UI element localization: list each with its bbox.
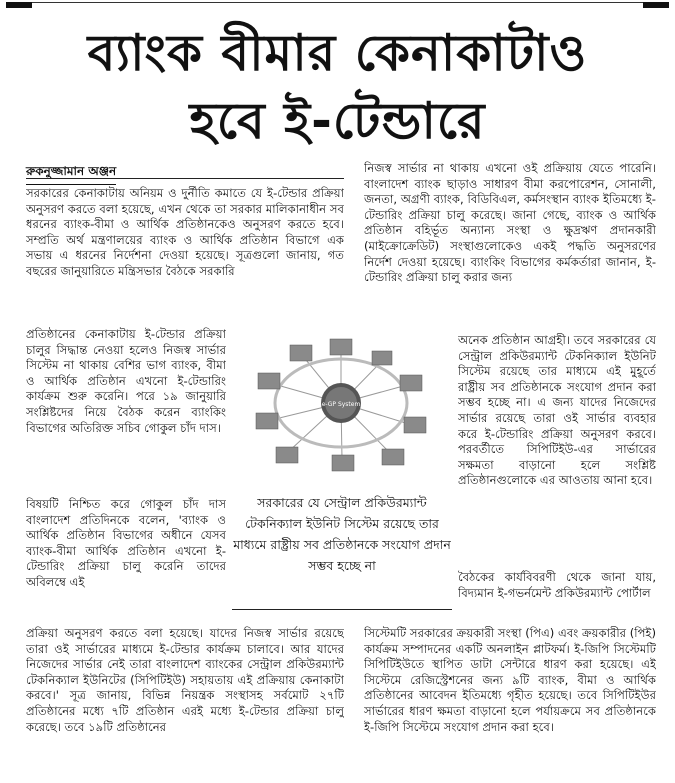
node-icon xyxy=(290,345,312,361)
node-icon xyxy=(256,413,278,429)
node-icon xyxy=(258,373,280,389)
headline-line-1: ব্যাংক বীমার কেনাকাটাও xyxy=(87,24,588,82)
byline: রুকনুজ্জামান অঞ্জন xyxy=(26,163,116,185)
article-paragraph-right-mid: অনেক প্রতিষ্ঠান আগ্রহী। তবে সরকারের যে সেন্ট্রাল প্রকিউরম্যান্ট টেকনিক্যাল ইউনিট সিস্টেম রয়েছে তার মাধ্যমে এই মুহূর্তে রাষ্ট্রীয় সব প্রতিষ্ঠানকে সংযোগ প্রদান করা সম্ভব হচ্ছে না। এ জন্য যাদের নিজেদের সার্ভার রয়েছে তারা ওই সার্ভার ব্যবহার করে ই-টেন্ডারিং প্রক্রিয়া অনুসরণ করবে। পরবর্তীতে সিপিটিইউ-এর সার্ভারের সক্ষমতা বাড়ানো হলে সংশ্লিষ্ট প্রতিষ্ঠানগুলোকে এর আওতায় আনা হবে। xyxy=(458,333,656,488)
egp-diagram-svg xyxy=(232,325,450,481)
headline-line-2: হবে ই-টেন্ডারে xyxy=(189,92,486,150)
egp-system-diagram xyxy=(232,325,450,481)
article-paragraph-right-top: নিজস্ব সার্ভার না থাকায় এখনো ওই প্রক্রিয়ায় যেতে পারেনি। বাংলাদেশ ব্যাংক ছাড়াও সাধারণ বীমা করপোরেশন, সোনালী, জনতা, অগ্রণী ব্যাংক, বিডিবিএল, কর্মসংস্থান ব্যাংক ইতিমধ্যে ই-টেন্ডারিং প্রক্রিয়া চালু করেছে। জানা গেছে, ব্যাংক ও আর্থিক প্রতিষ্ঠান বহির্ভূত অন্যান্য সংস্থা ও ক্ষুদ্রঋণ প্রদানকারী (মাইক্রোক্রেডিট) সংস্থাগুলোকেও একই পদ্ধতি অনুসরণের নির্দেশ দেওয়া হয়েছে। ব্যাংকিং বিভাগের কর্মকর্তারা জানান, ই-টেন্ডারিং প্রক্রিয়া চালু করার জন্য xyxy=(364,161,656,285)
article-paragraph-left-top: সরকারের কেনাকাটায় অনিয়ম ও দুর্নীতি কমাতে যে ই-টেন্ডার প্রক্রিয়া অনুসরণ করতে বলা হয়েছে, এখন থেকে তা সরকার মালিকানাধীন সব ধরনের ব্যাংক-বীমা ও আর্থিক প্রতিষ্ঠানকেও অনুসরণ করতে হবে। সম্প্রতি অর্থ মন্ত্রণালয়ের ব্যাংক ও আর্থিক প্রতিষ্ঠান বিভাগে এক সভায় এ ধরনের নির্দেশনা দেওয়া হয়েছে। সূত্রগুলো জানায়, গত বছরের জানুয়ারিতে মন্ত্রিসভার বৈঠকে সরকারি xyxy=(26,186,344,278)
node-icon xyxy=(400,375,422,391)
article-paragraph-right-mid-2: বৈঠকের কার্যবিবরণী থেকে জানা যায়, বিদ্যমান ই-গভর্নমেন্ট প্রকিউরম্যান্ট পোর্টাল xyxy=(458,570,656,600)
egp-hub-label: e-GP System xyxy=(321,401,361,408)
article-paragraph-right-bottom: সিস্টেমটি সরকারের ক্রয়কারী সংস্থা (পিএ) এবং ক্রয়কারীর (পিই) কার্যক্রম সম্পাদনের একটি অনলাইন প্লাটফর্ম। ই-জিপি সিস্টেমটি সিপিটিইউতে স্থাপিত ডাটা সেন্টারে ধারণ করা হয়েছে। এই সিস্টেমে রেজিস্ট্রেশনের জন্য ৯টি ব্যাংক, বীমা ও আর্থিক প্রতিষ্ঠানের আবেদন ইতিমধ্যে গৃহীত হয়েছে। তবে সিপিটিইউর সার্ভারের ধারণ ক্ষমতা বাড়ানো হলে পর্যায়ক্রমে সব প্রতিষ্ঠানকে ই-জিপি সিস্টেমে সংযোগ প্রদান করা হবে। xyxy=(364,626,656,734)
article-paragraph-left-mid: প্রতিষ্ঠানের কেনাকাটায় ই-টেন্ডার প্রক্রিয়া চালুর সিদ্ধান্ত নেওয়া হলেও নিজস্ব সার্ভার সিস্টেম না থাকায় বেশির ভাগ ব্যাংক, বীমা ও আর্থিক প্রতিষ্ঠান এখনো ই-টেন্ডারিং কার্যক্রম শুরু করেনি। পরে ১৯ জানুয়ারি সংশ্লিষ্টদের নিয়ে বৈঠক করেন ব্যাংকিং বিভাগের অতিরিক্ত সচিব গোকুল চাঁদ দাস। xyxy=(26,327,226,435)
article-paragraph-left-bottom: প্রক্রিয়া অনুসরণ করতে বলা হয়েছে। যাদের নিজস্ব সার্ভার রয়েছে তারা ওই সার্ভারের মাধ্যমে ই-টেন্ডার কার্যক্রম চালাবে। আর যাদের নিজেদের সার্ভার নেই তারা বাংলাদেশ ব্যাংকের সেন্ট্রাল প্রকিউরম্যান্ট টেকনিক্যাল ইউনিটের (সিপিটিইউ) সহায়তায় এই প্রক্রিয়ায় কেনাকাটা করবে।' সূত্র জানায়, বিভিন্ন নিয়ন্ত্রক সংস্থাসহ সর্বমোট ২৭টি প্রতিষ্ঠানের মধ্যে ৭টি প্রতিষ্ঠান এরই মধ্যে ই-টেন্ডার প্রক্রিয়া চালু করেছে। তবে ১৯টি প্রতিষ্ঠানের xyxy=(26,626,344,734)
top-rule xyxy=(6,2,669,12)
caption-rule xyxy=(232,609,452,610)
article-paragraph-left-mid-2: বিষয়টি নিশ্চিত করে গোকুল চাঁদ দাস বাংলাদেশ প্রতিদিনকে বলেন, 'ব্যাংক ও আর্থিক প্রতিষ্ঠান বিভাগের অধীনে যেসব ব্যাংক-বীমা আর্থিক প্রতিষ্ঠান এখনো ই-টেন্ডারিং প্রক্রিয়া চালু করেনি তাদের অবিলম্বে এই xyxy=(26,497,226,589)
node-icon xyxy=(332,455,354,471)
byline-rule xyxy=(26,178,344,179)
node-icon xyxy=(276,447,298,463)
node-icon xyxy=(382,449,404,465)
node-icon xyxy=(404,417,426,433)
top-rule-mark-left xyxy=(6,2,32,8)
node-icon xyxy=(330,339,352,355)
node-icon xyxy=(372,351,392,365)
top-rule-mark-right xyxy=(643,2,669,8)
figure-caption: সরকারের যে সেন্ট্রাল প্রকিউরম্যান্ট টেকনিক্যাল ইউনিট সিস্টেম রয়েছে তার মাধ্যমে রাষ্ট্রীয় সব প্রতিষ্ঠানকে সংযোগ প্রদান সম্ভব হচ্ছে না xyxy=(233,495,451,573)
